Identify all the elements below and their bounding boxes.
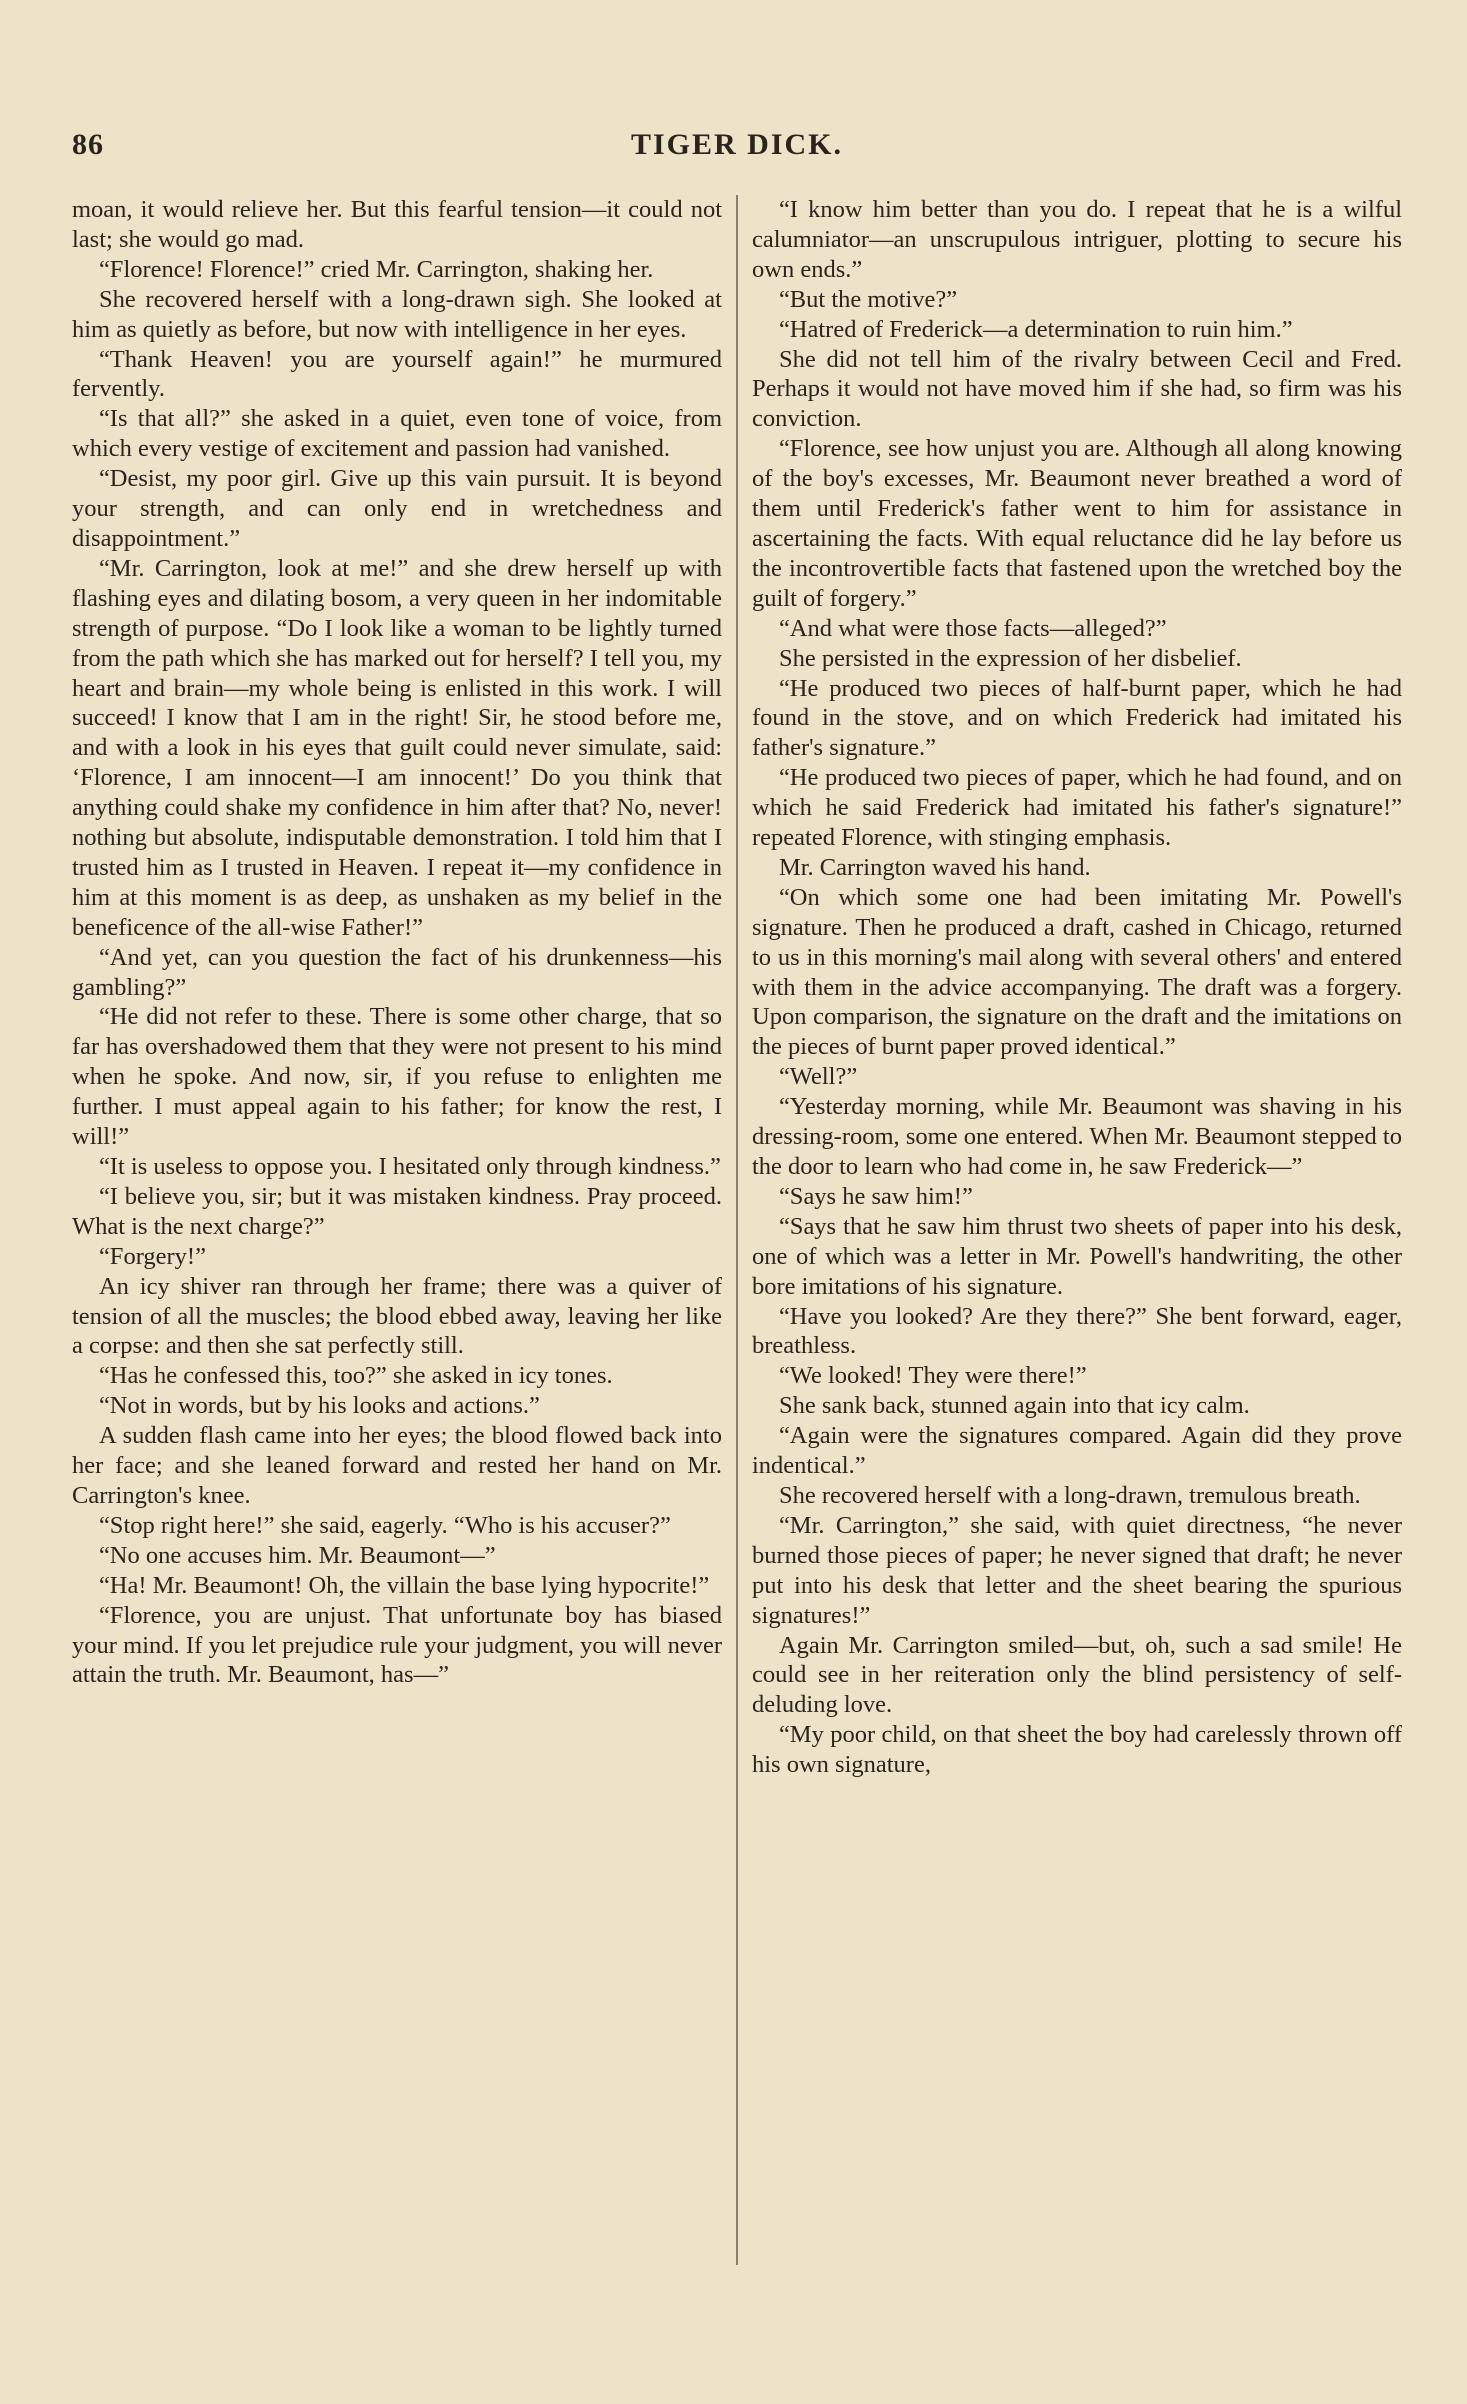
- right-column: [752, 195, 1402, 1780]
- page-header: [72, 128, 1402, 172]
- left-column: [72, 195, 722, 1690]
- paragraph: “Well?”: [778, 1063, 858, 1091]
- paragraph: “He produced two pieces of paper, which he had found, and on which he said Frederick had imitated his father's signature!” repeated Florence, with stinging emphasis.: [752, 764, 1402, 852]
- paragraph: A sudden flash came into her eyes; the blood flowed back into her face; and she leaned forward and rested her hand on Mr. Carrington's knee.: [72, 1422, 722, 1509]
- paragraph: “And yet, can you question the fact of his drunkenness—his gambling?”: [72, 943, 722, 1001]
- paragraph: She did not tell him of the rivalry between Cecil and Fred. Perhaps it would not have moved him if she had, so firm was his conviction.: [752, 345, 1402, 433]
- paragraph: She recovered herself with a long-drawn sigh. She looked at him as quietly as before, but now with intelligence in her eyes.: [72, 285, 722, 343]
- paragraph: “Stop right here!” she said, eagerly. “Who is his accuser?”: [98, 1511, 671, 1539]
- paragraph: Again Mr. Carrington smiled—but, oh, such a sad smile! He could see in her reiteration only the blind persistency of self-deluding love.: [752, 1631, 1402, 1719]
- column-divider: [736, 195, 738, 2265]
- paragraph: “Thank Heaven! you are yourself again!” he murmured fervently.: [72, 345, 722, 403]
- paragraph: “Mr. Carrington, look at me!” and she drew herself up with flashing eyes and dilating bosom, a very queen in her indomitable strength of purpose. “Do I look like a woman to be lightly turned from the path which she has marked out for herself? I tell you, my heart and brain—my whole being is enlisted in this work. I will succeed! I know that I am in the right! Sir, he stood before me, and with a look in his eyes that guilt could never simulate, said: ‘Florence, I am innocent—I am innocent!’ Do you think that anything could shake my confidence in him after that? No, never! nothing but absolute, indisputable demonstration. I told him that I trusted him as I trusted in Heaven. I repeat it—my confidence in him at this moment is as deep, as unshaken as my belief in the beneficence of the all-wise Father!”: [72, 554, 722, 941]
- paragraph: “He produced two pieces of half-burnt paper, which he had found in the stove, and on which Frederick had imitated his father's signature.”: [752, 674, 1402, 762]
- paragraph: “He did not refer to these. There is some other charge, that so far has overshadowed them that they were not present to his mind when he spoke. And now, sir, if you refuse to enlighten me further. I must appeal again to his father; for know the rest, I will!”: [72, 1003, 722, 1151]
- paragraph: “I know him better than you do. I repeat that he is a wilful calumniator—an unscrupulous intriguer, plotting to secure his own ends.”: [752, 196, 1402, 283]
- paragraph: “Have you looked? Are they there?” She bent forward, eager, breathless.: [752, 1302, 1402, 1360]
- paragraph: “Mr. Carrington,” she said, with quiet directness, “he never burned those pieces of paper; he never signed that draft; he never put into his desk that letter and the sheet bearing the spurious signatures!”: [752, 1511, 1402, 1629]
- paragraph: “Florence! Florence!” cried Mr. Carrington, shaking her.: [98, 255, 654, 283]
- paragraph: She recovered herself with a long-drawn, tremulous breath.: [778, 1481, 1361, 1509]
- paragraph: “It is useless to oppose you. I hesitated only through kindness.”: [98, 1153, 721, 1180]
- paragraph: “No one accuses him. Mr. Beaumont—”: [98, 1541, 496, 1569]
- paragraph: “Florence, see how unjust you are. Although all along knowing of the boy's excesses, Mr. Beaumont never breathed a word of them until Frederick's father went to him for assistance in ascertaining the facts. With equal reluctance did he lay before us the incontrovertible facts that fastened upon the wretched boy the guilt of forgery.”: [752, 435, 1402, 612]
- paragraph: “And what were those facts—alleged?”: [778, 614, 1167, 642]
- paragraph: She persisted in the expression of her disbelief.: [778, 644, 1242, 672]
- paragraph: “I believe you, sir; but it was mistaken kindness. Pray proceed. What is the next charge?”: [72, 1182, 722, 1240]
- paragraph: She sank back, stunned again into that icy calm.: [778, 1392, 1250, 1420]
- paragraph: “Again were the signatures compared. Again did they prove indentical.”: [752, 1422, 1402, 1480]
- paragraph: “We looked! They were there!”: [778, 1362, 1087, 1390]
- paragraph: “Is that all?” she asked in a quiet, even tone of voice, from which every vestige of excitement and passion had vanished.: [72, 405, 722, 463]
- paragraph: “On which some one had been imitating Mr. Powell's signature. Then he produced a draft, cashed in Chicago, returned to us in this morning's mail along with several others' and entered with them in the advice accompanying. The draft was a forgery. Upon comparison, the signature on the draft and the imitations on the pieces of burnt paper proved identical.”: [752, 883, 1402, 1061]
- paragraph: “My poor child, on that sheet the boy had carelessly thrown off his own signature,: [752, 1721, 1402, 1779]
- paragraph: “Florence, you are unjust. That unfortunate boy has biased your mind. If you let prejudice rule your judgment, you will never attain the truth. Mr. Beaumont, has—”: [72, 1601, 722, 1689]
- paragraph: “Forgery!”: [98, 1242, 206, 1270]
- paragraph: “Says he saw him!”: [778, 1182, 973, 1210]
- page-number: 86: [72, 128, 104, 161]
- paragraph: “Ha! Mr. Beaumont! Oh, the villain the base lying hypocrite!”: [98, 1571, 710, 1599]
- paragraph: moan, it would relieve her. But this fearful tension—it could not last; she would go mad.: [72, 196, 722, 253]
- paragraph: “Yesterday morning, while Mr. Beaumont was shaving in his dressing-room, some one entered. When Mr. Beaumont stepped to the door to learn who had come in, he saw Frederick—”: [752, 1093, 1402, 1180]
- paragraph: An icy shiver ran through her frame; there was a quiver of tension of all the muscles; the blood ebbed away, leaving her like a corpse: and then she sat perfectly still.: [72, 1272, 722, 1360]
- paragraph: “Not in words, but by his looks and actions.”: [98, 1392, 540, 1420]
- paragraph: “Says that he saw him thrust two sheets of paper into his desk, one of which was a letter in Mr. Powell's handwriting, the other bore imitations of his signature.: [752, 1212, 1402, 1300]
- paragraph: “Has he confessed this, too?” she asked in icy tones.: [98, 1362, 613, 1390]
- paragraph: Mr. Carrington waved his hand.: [778, 853, 1091, 881]
- running-title: TIGER DICK.: [630, 128, 844, 161]
- paragraph: “Desist, my poor girl. Give up this vain pursuit. It is beyond your strength, and can only end in wretchedness and disappointment.”: [72, 465, 722, 552]
- paragraph: “But the motive?”: [778, 285, 958, 313]
- paragraph: “Hatred of Frederick—a determination to ruin him.”: [778, 315, 1293, 343]
